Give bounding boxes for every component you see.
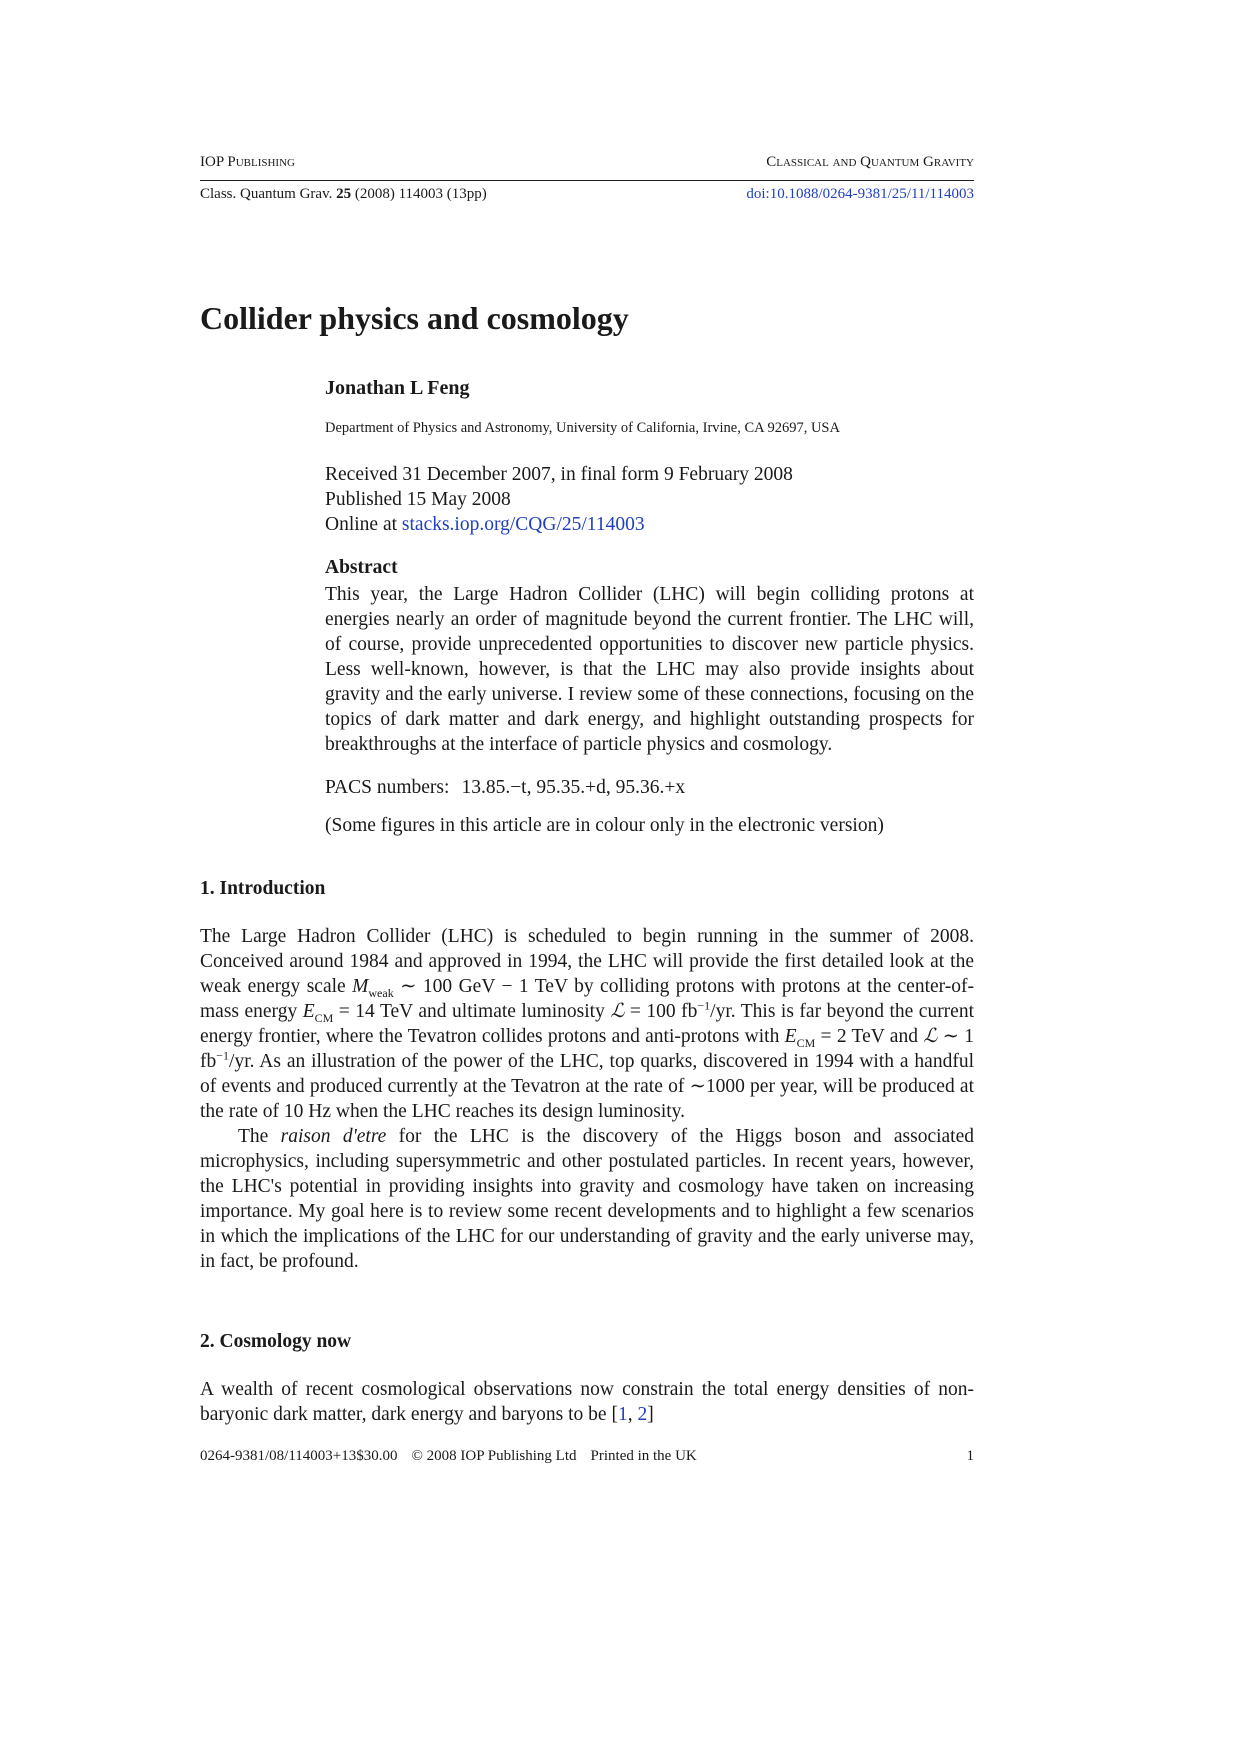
running-header — [200, 154, 974, 181]
pacs-numbers — [325, 777, 974, 799]
abstract-heading: Abstract — [325, 557, 398, 578]
published-date: Published 15 May 2008 — [325, 489, 511, 510]
reference-link-1[interactable]: 1 — [617, 1404, 628, 1425]
citation: Class. Quantum Grav. 25 (2008) 114003 (13pp) — [200, 186, 487, 202]
pacs-values: 13.85.−t, 95.35.+d, 95.36.+x — [461, 777, 686, 798]
abstract-text: This year, the Large Hadron Collider (LHC) will begin colliding protons at energies nearly an order of magnitude beyond the current frontier. The LHC will, of course, provide unprecedented opportunities to discover new particle physics. Less well-known, however, is that the LHC may also provide insights about gravity and the early universe. I review some of these connections, focusing on the topics of dark matter and dark energy, and highlight outstanding prospects for breakthroughs at the interface of particle physics and cosmology. — [325, 584, 974, 755]
author: Jonathan L Feng — [325, 377, 470, 399]
section-heading-cosmology-now: 2. Cosmology now — [200, 1331, 352, 1352]
footer-info — [200, 1448, 711, 1465]
affiliation: Department of Physics and Astronomy, University of California, Irvine, CA 92697, USA — [325, 420, 840, 436]
cosmology-now-body — [200, 1377, 974, 1427]
online-line: Online at stacks.iop.org/CQG/25/114003 — [325, 514, 645, 535]
received-date: Received 31 December 2007, in final form 9 February 2008 — [325, 464, 793, 485]
copyright: © 2008 IOP Publishing Ltd — [411, 1448, 577, 1464]
publisher: IOP Publishing — [200, 154, 295, 170]
online-link[interactable]: stacks.iop.org/CQG/25/114003 — [401, 514, 645, 535]
section-heading-introduction: 1. Introduction — [200, 878, 326, 899]
page-footer — [200, 1448, 974, 1465]
introduction-paragraph-1: The Large Hadron Collider (LHC) is scheduled to begin running in the summer of 2008. Conceived around 1984 and approved in 1994, the LHC will provide the first detailed look at the weak energy scale $M_{weak}$ ∼ 100 GeV − 1 TeV by colliding protons with protons at the center-of-mass energy $E_{CM} = 14$ TeV and ultimate luminosity ℒ = 100 $fb^{-1}/yr$. This is far beyond the current energy frontier, where the Tevatron collides protons and anti-protons with $E_{CM} = 2$ TeV and ℒ ∼ 1 $fb^{-1}/yr$. As an illustration of the power of the LHC, top quarks, discovered in 1994 with a handful of events and produced currently at the Tevatron at the rate of ∼1000 per year, will be produced at the rate of 10 Hz when the LHC reaches its design luminosity. — [200, 926, 974, 1122]
printed-note: Printed in the UK — [590, 1448, 697, 1464]
colour-note: (Some figures in this article are in colour only in the electronic version) — [325, 815, 884, 836]
cosmology-paragraph-1: A wealth of recent cosmological observations now constrain the total energy densities of non-baryonic dark matter, dark energy and baryons to be [1, 2] — [200, 1379, 974, 1425]
paper-title: Collider physics and cosmology — [200, 300, 629, 336]
page-number: 1 — [966, 1448, 974, 1464]
doi-link[interactable]: doi:10.1088/0264-9381/25/11/114003 — [746, 186, 974, 202]
publication-dates — [325, 462, 974, 537]
introduction-body — [200, 924, 974, 1274]
introduction-paragraph-2: The raison d'etre for the LHC is the discovery of the Higgs boson and associated microphysics, including supersymmetric and other postulated particles. In recent years, however, the LHC's potential in providing insights into gravity and cosmology have taken on increasing importance. My goal here is to review some recent developments and to highlight a few scenarios in which the implications of the LHC for our understanding of gravity and the early universe may, in fact, be profound. — [200, 1126, 974, 1272]
journal-name: Classical and Quantum Gravity — [766, 154, 974, 170]
reference-link-2[interactable]: 2 — [637, 1404, 648, 1425]
article-code: 0264-9381/08/114003+13$30.00 — [200, 1448, 398, 1464]
pacs-label: PACS numbers: — [325, 777, 450, 798]
citation-line — [200, 186, 974, 203]
